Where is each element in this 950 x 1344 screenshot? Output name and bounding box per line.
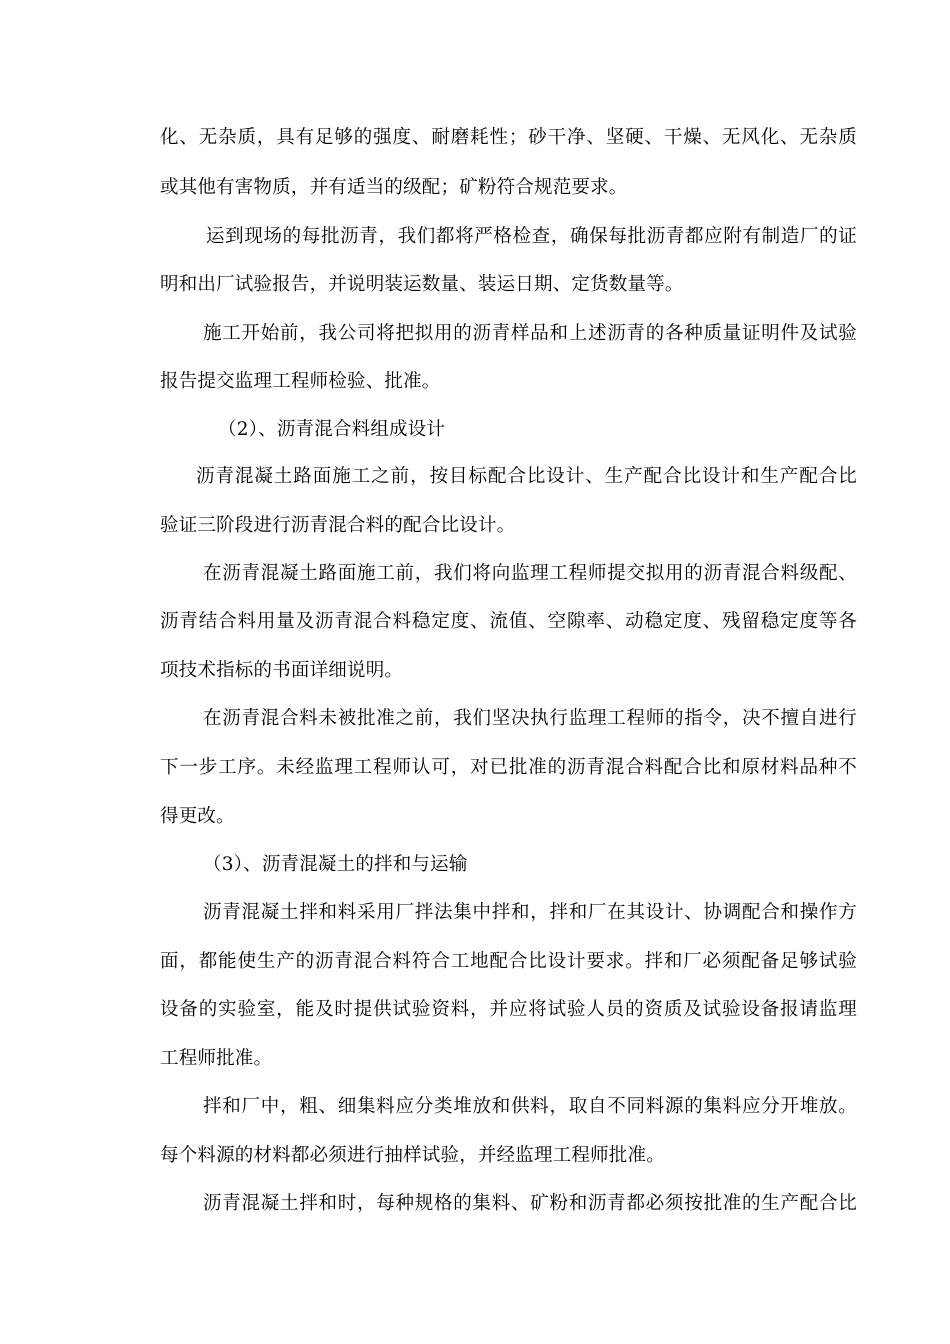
text-line: 验证三阶段进行沥青混合料的配合比设计。 bbox=[160, 515, 516, 536]
text-line: 拌和厂中，粗、细集料应分类堆放和供料，取自不同料源的集料应分开堆放。 bbox=[203, 1096, 857, 1117]
text-line: 明和出厂试验报告，并说明装运数量、装运日期、定货数量等。 bbox=[160, 274, 684, 295]
text-line: 化、无杂质，具有足够的强度、耐磨耗性；砂干净、坚硬、干燥、无风化、无杂质 bbox=[160, 127, 857, 148]
text-line: 沥青结合料用量及沥青混合料稳定度、流值、空隙率、动稳定度、残留稳定度等各 bbox=[160, 611, 857, 632]
text-line: 或其他有害物质，并有适当的级配；矿粉符合规范要求。 bbox=[160, 177, 628, 198]
text-line: 设备的实验室，能及时提供试验资料，并应将试验人员的资质及试验设备报请监理 bbox=[160, 999, 857, 1020]
text-line: 得更改。 bbox=[160, 806, 235, 827]
text-line: 施工开始前，我公司将把拟用的沥青样品和上述沥青的各种质量证明件及试验 bbox=[203, 323, 857, 344]
text-line: 沥青混凝土路面施工之前，按目标配合比设计、生产配合比设计和生产配合比 bbox=[196, 466, 857, 487]
text-line: 项技术指标的书面详细说明。 bbox=[160, 660, 404, 681]
section-heading: （3）、沥青混凝土的拌和与运输 bbox=[203, 854, 468, 875]
text-line: 下一步工序。未经监理工程师认可，对已批准的沥青混合料配合比和原材料品种不 bbox=[160, 757, 857, 778]
text-line: 沥青混凝土拌和时，每种规格的集料、矿粉和沥青都必须按批准的生产配合比 bbox=[203, 1193, 857, 1214]
section-heading: （2）、沥青混合料组成设计 bbox=[218, 419, 446, 440]
text-line: 沥青混凝土拌和料采用厂拌法集中拌和，拌和厂在其设计、协调配合和操作方 bbox=[203, 902, 857, 923]
text-line: 面，都能使生产的沥青混合料符合工地配合比设计要求。拌和厂必须配备足够试验 bbox=[160, 951, 857, 972]
text-line: 在沥青混合料未被批准之前，我们坚决执行监理工程师的指令，决不擅自进行 bbox=[203, 708, 857, 729]
text-line: 工程师批准。 bbox=[160, 1048, 273, 1069]
text-line: 报告提交监理工程师检验、批准。 bbox=[160, 371, 441, 392]
text-line: 在沥青混凝土路面施工前，我们将向监理工程师提交拟用的沥青混合料级配、 bbox=[203, 563, 857, 584]
text-line: 运到现场的每批沥青，我们都将严格检查，确保每批沥青都应附有制造厂的证 bbox=[206, 226, 857, 247]
text-line: 每个料源的材料都必须进行抽样试验，并经监理工程师批准。 bbox=[160, 1145, 665, 1166]
